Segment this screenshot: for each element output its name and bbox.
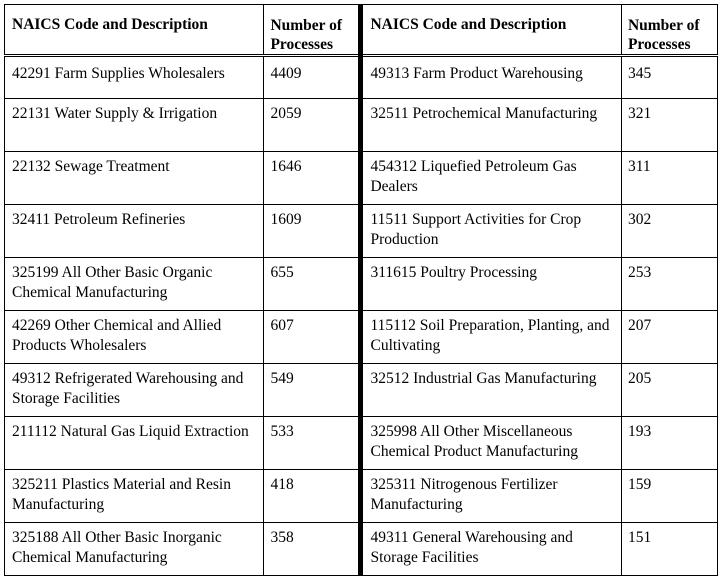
naics-description-cell: 22131 Water Supply & Irrigation <box>5 99 264 152</box>
table-row <box>5 258 718 311</box>
naics-description-cell: 42269 Other Chemical and Allied Products Wholesalers <box>5 311 264 364</box>
naics-description-cell: 115112 Soil Preparation, Planting, and Cultivating <box>361 311 621 364</box>
process-count-cell: 253 <box>621 258 717 311</box>
process-count-cell: 358 <box>264 523 361 576</box>
table-header-row <box>5 5 718 56</box>
naics-description-cell: 49312 Refrigerated Warehousing and Storage Facilities <box>5 364 264 417</box>
naics-process-table <box>4 4 718 576</box>
naics-description-cell: 11511 Support Activities for Crop Production <box>361 205 621 258</box>
process-count-cell: 418 <box>264 470 361 523</box>
process-count-cell: 159 <box>621 470 717 523</box>
naics-description-cell: 325311 Nitrogenous Fertilizer Manufacturing <box>361 470 621 523</box>
naics-description-cell: 311615 Poultry Processing <box>361 258 621 311</box>
table-row <box>5 152 718 205</box>
process-count-cell: 549 <box>264 364 361 417</box>
process-count-cell: 533 <box>264 417 361 470</box>
table-row <box>5 56 718 99</box>
naics-description-cell: 454312 Liquefied Petroleum Gas Dealers <box>361 152 621 205</box>
process-count-cell: 311 <box>621 152 717 205</box>
table-row <box>5 99 718 152</box>
process-count-cell: 607 <box>264 311 361 364</box>
naics-description-cell: 42291 Farm Supplies Wholesalers <box>5 56 264 99</box>
process-count-cell: 207 <box>621 311 717 364</box>
process-count-cell: 2059 <box>264 99 361 152</box>
naics-description-cell: 32411 Petroleum Refineries <box>5 205 264 258</box>
process-count-cell: 151 <box>621 523 717 576</box>
process-count-cell: 321 <box>621 99 717 152</box>
process-count-cell: 302 <box>621 205 717 258</box>
naics-description-cell: 325211 Plastics Material and Resin Manufacturing <box>5 470 264 523</box>
naics-process-table-container <box>4 4 718 576</box>
header-naics-code-description-right: NAICS Code and Description <box>361 5 621 56</box>
header-number-of-processes-left: Number of Processes <box>264 5 361 56</box>
process-count-cell: 193 <box>621 417 717 470</box>
header-naics-code-description-left: NAICS Code and Description <box>5 5 264 56</box>
table-row <box>5 470 718 523</box>
naics-description-cell: 49313 Farm Product Warehousing <box>361 56 621 99</box>
header-number-of-processes-right: Number of Processes <box>621 5 717 56</box>
table-row <box>5 311 718 364</box>
naics-description-cell: 325998 All Other Miscellaneous Chemical Product Manufacturing <box>361 417 621 470</box>
table-row <box>5 205 718 258</box>
process-count-cell: 345 <box>621 56 717 99</box>
process-count-cell: 4409 <box>264 56 361 99</box>
naics-description-cell: 32512 Industrial Gas Manufacturing <box>361 364 621 417</box>
naics-description-cell: 49311 General Warehousing and Storage Facilities <box>361 523 621 576</box>
table-row <box>5 417 718 470</box>
process-count-cell: 655 <box>264 258 361 311</box>
naics-description-cell: 32511 Petrochemical Manufacturing <box>361 99 621 152</box>
naics-description-cell: 211112 Natural Gas Liquid Extraction <box>5 417 264 470</box>
process-count-cell: 205 <box>621 364 717 417</box>
naics-description-cell: 22132 Sewage Treatment <box>5 152 264 205</box>
naics-description-cell: 325199 All Other Basic Organic Chemical Manufacturing <box>5 258 264 311</box>
table-row <box>5 523 718 576</box>
table-row <box>5 364 718 417</box>
process-count-cell: 1646 <box>264 152 361 205</box>
naics-description-cell: 325188 All Other Basic Inorganic Chemical Manufacturing <box>5 523 264 576</box>
process-count-cell: 1609 <box>264 205 361 258</box>
